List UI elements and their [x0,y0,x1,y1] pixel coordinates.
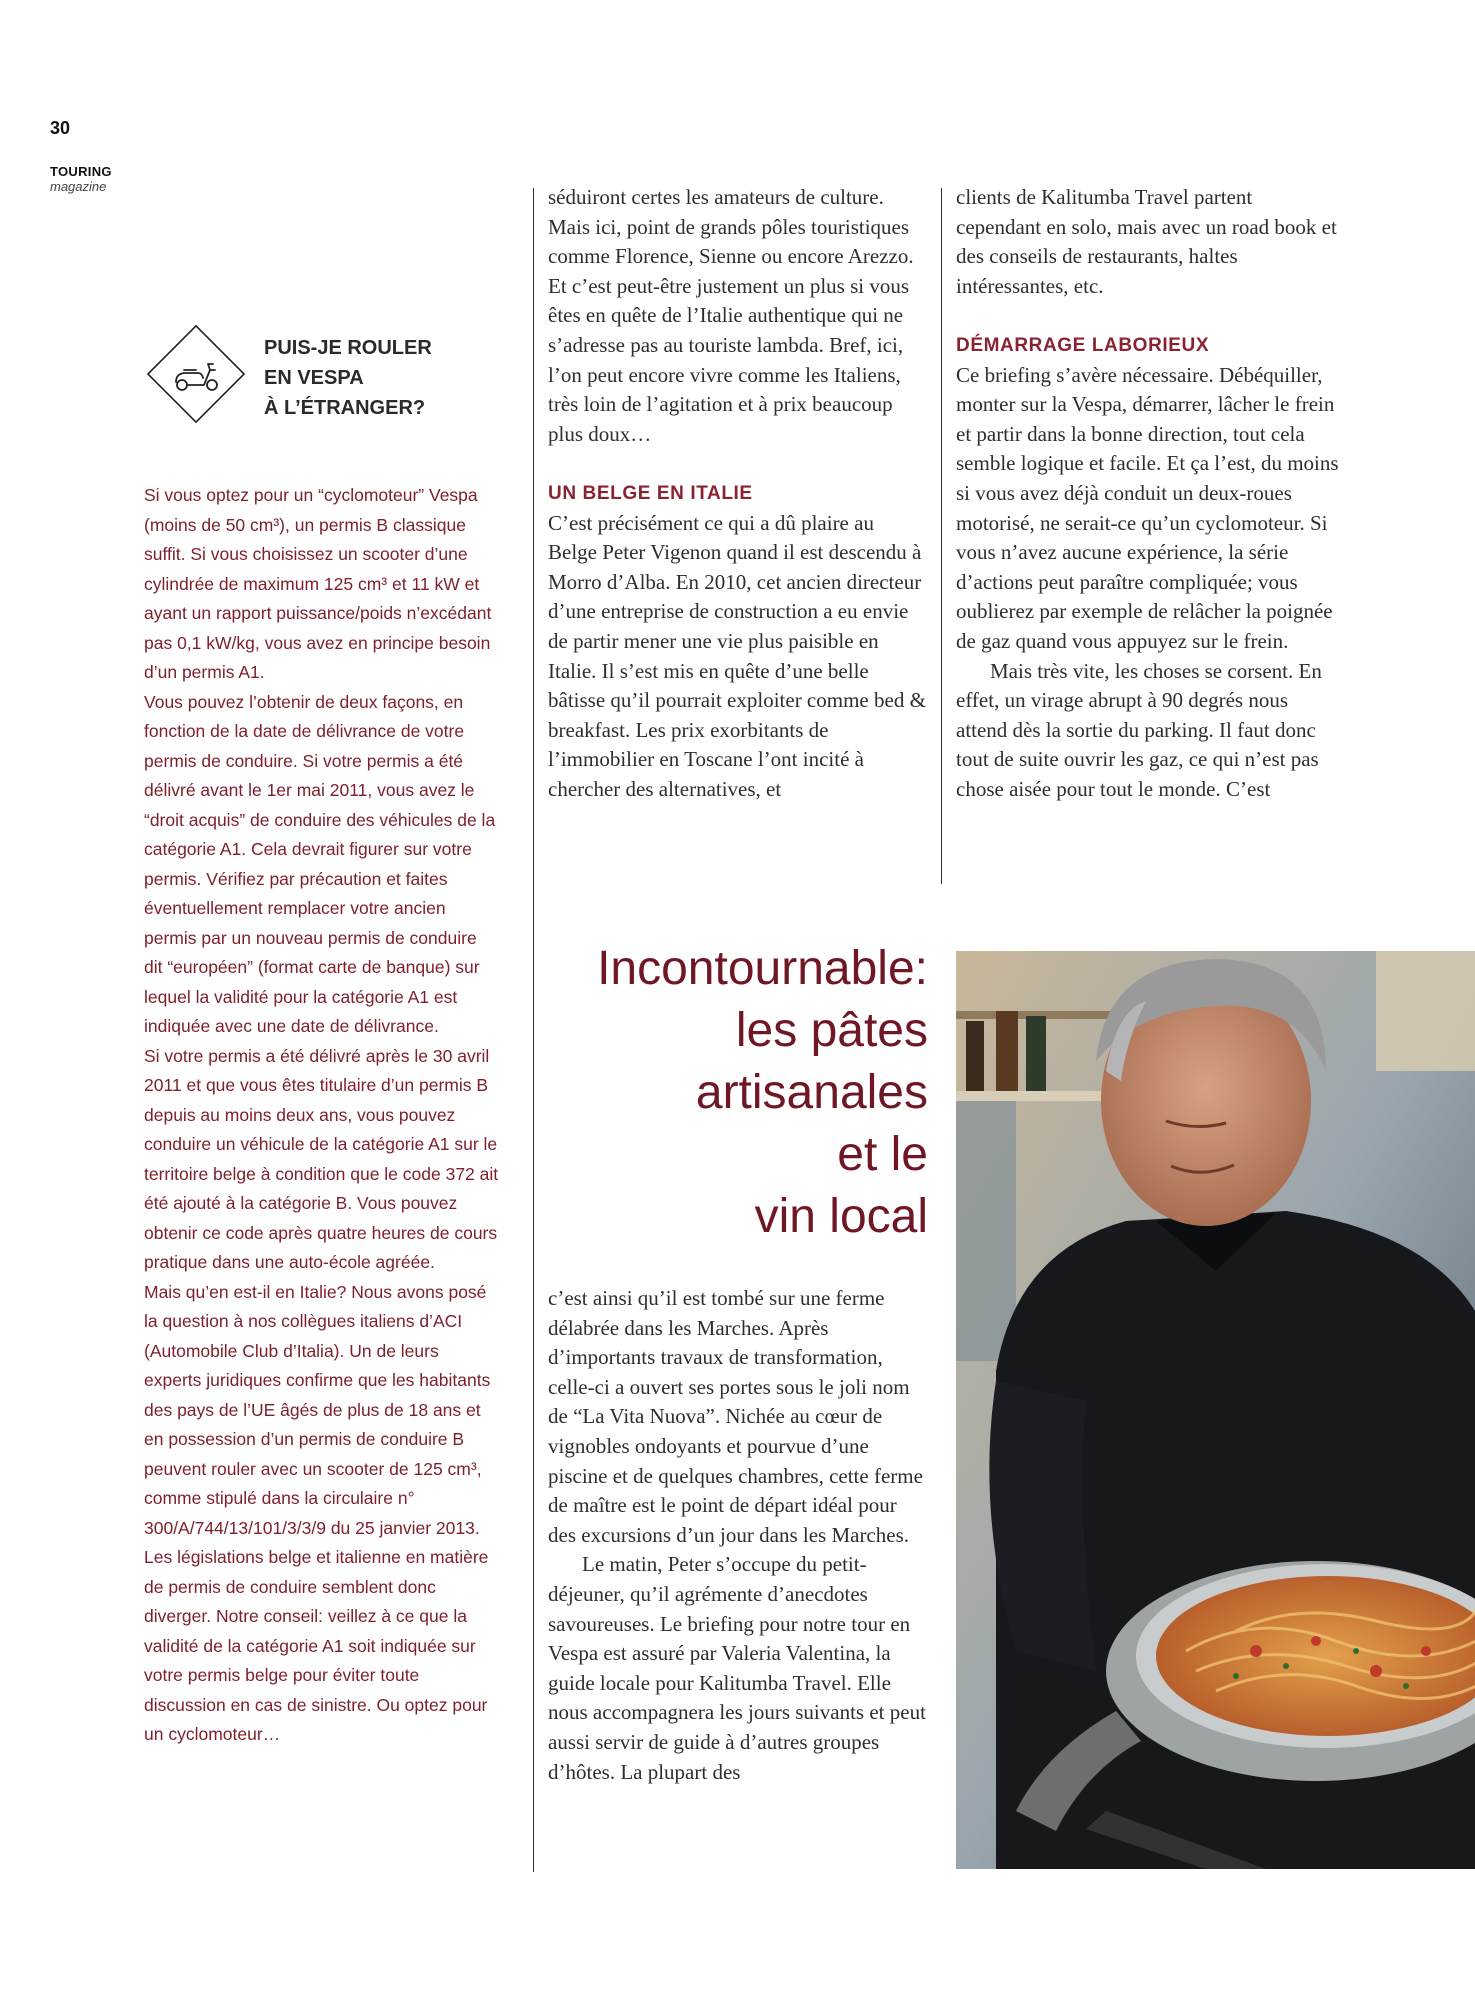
scooter-icon [140,318,252,430]
body-paragraph: Mais très vite, les choses se corsent. En effet, un virage abrupt à 90 degrés nous attend dès la sortie du parking. Il faut donc tout de suite ouvrir les gaz, ce qui n’est pas chose aisée pour tout le monde. C’est [956,658,1322,801]
page-number: 30 [50,118,71,138]
middle-column-upper [548,183,928,804]
sidebar-title: PUIS-JE ROULER EN VESPA À L’ÉTRANGER? [264,337,432,419]
section-heading: UN BELGE EN ITALIE [548,482,753,504]
section-heading: DÉMARRAGE LABORIEUX [956,334,1210,356]
body-paragraph: Le matin, Peter s’occupe du petit-déjeuner, qu’il agrémente d’anecdotes savoureuses. Le briefing pour notre tour en Vespa est assuré par Valeria Valentina, la guide locale pour Kalitumba Travel. Elle nous accompagnera les jours suivants et peut aussi servir de guide à d’autres groupes d’hôtes. La plupart des [548,1552,926,1784]
brand-name: TOURING [50,164,112,179]
pull-quote: Incontournable: les pâtes artisanales et le vin local [597,942,928,1243]
photo-chef-with-pasta-pan [956,951,1475,1869]
brand-subtitle: magazine [50,179,107,194]
body-paragraph: C’est précisément ce qui a dû plaire au Belge Peter Vigenon quand il est descendu à Morro d’Alba. En 2010, cet ancien directeur d’une entreprise de construction a eu envie de partir mener une vie plus paisible en Italie. Il s’est mis en quête d’une belle bâtisse qu’il pourrait exploiter comme bed & breakfast. Les prix exorbitants de l’immobilier en Toscane l’ont incité à chercher des alternatives, et [548,510,926,801]
right-column [956,183,1341,804]
middle-column-lower [548,1284,928,1787]
body-paragraph: séduiront certes les amateurs de culture. Mais ici, point de grands pôles touristiques comme Florence, Sienne ou encore Arezzo. Et c’est peut-être justement un plus si vous êtes en quête de l’Italie authentique qui ne s’adresse pas au touriste lambda. Bref, ici, l’on peut encore vivre comme les Italiens, très loin de l’agitation et à prix beaucoup plus doux… [548,185,914,446]
sidebar-paragraph: Les législations belge et italienne en matière de permis de conduire semblent donc diverger. Notre conseil: veillez à ce que la validité de la catégorie A1 soit indiquée sur votre permis belge pour éviter toute discussion en cas de sinistre. Ou optez pour un cyclomoteur… [144,1547,489,1744]
sidebar-paragraph: Si votre permis a été délivré après le 30 avril 2011 et que vous êtes titulaire d’un permis B depuis au moins deux ans, vous pouvez conduire un véhicule de la catégorie A1 sur le territoire belge à condition que le code 372 ait été ajouté à la catégorie B. Vous pouvez obtenir ce code après quatre heures de cours pratique dans une auto-école agréée. [144,1045,499,1272]
column-rule-right [941,188,942,884]
body-paragraph: c’est ainsi qu’il est tombé sur une ferme délabrée dans les Marches. Après d’importants travaux de transformation, celle-ci a ouvert ses portes sous le joli nom de “La Vita Nuova”. Nichée au cœur de vignobles ondoyants et pourvue d’une piscine et de quelques chambres, cette ferme de maître est le point de départ idéal pour des excursions d’un jour dans les Marches. [548,1286,923,1547]
body-paragraph: clients de Kalitumba Travel partent cependant en solo, mais avec un road book et des conseils de restaurants, haltes intéressantes, etc. [956,185,1337,298]
body-paragraph: Ce briefing s’avère nécessaire. Débéquiller, monter sur la Vespa, démarrer, lâcher le frein et partir dans la bonne direction, tout cela semble logique et facile. Et ça l’est, du moins si vous avez déjà conduit un deux-roues motorisé, ne serait-ce qu’un cyclomoteur. Si vous n’avez aucune expérience, la série d’actions peut paraître compliquée; vous oublierez par exemple de relâcher la poignée de gaz quand vous appuyez sur le frein. [956,362,1339,653]
sidebar-paragraph: Vous pouvez l’obtenir de deux façons, en fonction de la date de délivrance de votre permis de conduire. Si votre permis a été délivré avant le 1er mai 2011, vous avez le “droit acquis” de conduire des véhicules de la catégorie A1. Cela devrait figurer sur votre permis. Vérifiez par précaution et faites éventuellement remplacer votre ancien permis par un nouveau permis de conduire dit “européen” (format carte de banque) sur lequel la validité pour la catégorie A1 est indiquée avec une date de délivrance. [144,691,496,1036]
sidebar-paragraph: Si vous optez pour un “cyclomoteur” Vespa (moins de 50 cm³), un permis B classique suffit. Si vous choisissez un scooter d’une cylindrée de maximum 125 cm³ et 11 kW et ayant un rapport puissance/poids n’excédant pas 0,1 kW/kg, vous avez en principe besoin d’un permis A1. [144,485,492,682]
sidebar-body [144,481,500,1750]
magazine-brand [50,164,112,194]
sidebar-paragraph: Mais qu’en est-il en Italie? Nous avons posé la question à nos collègues italiens d’ACI (Automobile Club d’Italia). Un de leurs experts juridiques confirme que les habitants des pays de l’UE âgés de plus de 18 ans et en possession d’un permis de conduire B peuvent rouler avec un scooter de 125 cm³, comme stipulé dans la circulaire n° 300/A/744/13/101/3/3/9 du 25 janvier 2013. [144,1281,491,1538]
